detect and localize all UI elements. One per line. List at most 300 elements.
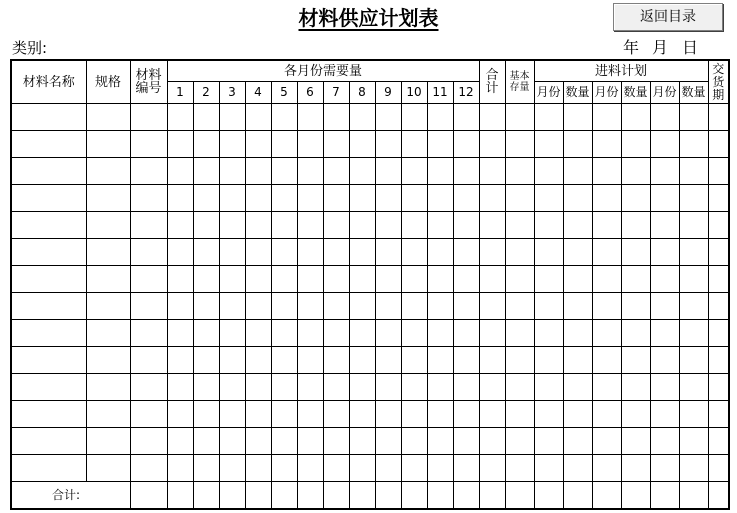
footer-cell[interactable] — [650, 482, 679, 510]
table-cell[interactable] — [193, 212, 219, 239]
table-cell[interactable] — [375, 374, 401, 401]
footer-cell[interactable] — [297, 482, 323, 510]
table-cell[interactable] — [167, 320, 193, 347]
table-cell[interactable] — [297, 239, 323, 266]
table-cell[interactable] — [479, 320, 505, 347]
table-cell[interactable] — [505, 293, 534, 320]
table-cell[interactable] — [453, 158, 479, 185]
table-cell[interactable] — [650, 212, 679, 239]
table-cell[interactable] — [563, 266, 592, 293]
table-cell[interactable] — [167, 347, 193, 374]
table-cell[interactable] — [167, 428, 193, 455]
table-cell[interactable] — [679, 293, 708, 320]
table-cell[interactable] — [323, 320, 349, 347]
table-cell[interactable] — [679, 266, 708, 293]
table-cell[interactable] — [679, 185, 708, 212]
table-cell[interactable] — [375, 185, 401, 212]
table-cell[interactable] — [297, 401, 323, 428]
table-cell[interactable] — [679, 158, 708, 185]
table-cell[interactable] — [245, 266, 271, 293]
table-cell[interactable] — [271, 212, 297, 239]
table-cell[interactable] — [349, 266, 375, 293]
footer-cell[interactable] — [245, 482, 271, 510]
table-cell[interactable] — [11, 401, 86, 428]
footer-cell[interactable] — [323, 482, 349, 510]
table-cell[interactable] — [479, 293, 505, 320]
table-cell[interactable] — [167, 455, 193, 482]
table-cell[interactable] — [130, 374, 167, 401]
table-cell[interactable] — [130, 266, 167, 293]
table-cell[interactable] — [271, 455, 297, 482]
table-cell[interactable] — [375, 293, 401, 320]
table-cell[interactable] — [505, 428, 534, 455]
table-cell[interactable] — [219, 185, 245, 212]
table-cell[interactable] — [479, 212, 505, 239]
table-cell[interactable] — [563, 455, 592, 482]
table-cell[interactable] — [621, 374, 650, 401]
table-cell[interactable] — [427, 374, 453, 401]
table-cell[interactable] — [401, 104, 427, 131]
table-cell[interactable] — [592, 401, 621, 428]
table-cell[interactable] — [219, 212, 245, 239]
table-cell[interactable] — [505, 185, 534, 212]
table-cell[interactable] — [11, 347, 86, 374]
table-cell[interactable] — [621, 131, 650, 158]
footer-cell[interactable] — [167, 482, 193, 510]
footer-cell[interactable] — [592, 482, 621, 510]
table-cell[interactable] — [534, 320, 563, 347]
table-cell[interactable] — [563, 158, 592, 185]
table-cell[interactable] — [193, 158, 219, 185]
table-cell[interactable] — [323, 428, 349, 455]
table-cell[interactable] — [479, 455, 505, 482]
table-cell[interactable] — [245, 428, 271, 455]
table-cell[interactable] — [130, 428, 167, 455]
table-cell[interactable] — [708, 104, 729, 131]
table-cell[interactable] — [86, 455, 130, 482]
table-cell[interactable] — [505, 104, 534, 131]
table-cell[interactable] — [708, 266, 729, 293]
table-cell[interactable] — [375, 401, 401, 428]
table-cell[interactable] — [534, 104, 563, 131]
table-cell[interactable] — [86, 320, 130, 347]
table-cell[interactable] — [592, 293, 621, 320]
table-cell[interactable] — [401, 428, 427, 455]
table-cell[interactable] — [453, 428, 479, 455]
table-cell[interactable] — [427, 239, 453, 266]
table-cell[interactable] — [563, 131, 592, 158]
table-cell[interactable] — [427, 185, 453, 212]
table-cell[interactable] — [245, 239, 271, 266]
table-cell[interactable] — [86, 347, 130, 374]
table-cell[interactable] — [245, 131, 271, 158]
table-cell[interactable] — [401, 212, 427, 239]
table-cell[interactable] — [534, 401, 563, 428]
table-cell[interactable] — [193, 428, 219, 455]
table-cell[interactable] — [679, 320, 708, 347]
footer-cell[interactable] — [427, 482, 453, 510]
table-cell[interactable] — [167, 266, 193, 293]
table-cell[interactable] — [708, 374, 729, 401]
table-cell[interactable] — [349, 104, 375, 131]
table-cell[interactable] — [427, 131, 453, 158]
table-cell[interactable] — [297, 131, 323, 158]
table-cell[interactable] — [349, 131, 375, 158]
table-cell[interactable] — [453, 374, 479, 401]
table-cell[interactable] — [297, 428, 323, 455]
table-cell[interactable] — [650, 320, 679, 347]
table-cell[interactable] — [401, 374, 427, 401]
table-cell[interactable] — [563, 185, 592, 212]
footer-cell[interactable] — [271, 482, 297, 510]
table-cell[interactable] — [323, 104, 349, 131]
table-cell[interactable] — [427, 401, 453, 428]
table-cell[interactable] — [534, 455, 563, 482]
table-cell[interactable] — [427, 455, 453, 482]
table-cell[interactable] — [323, 158, 349, 185]
table-cell[interactable] — [245, 401, 271, 428]
table-cell[interactable] — [427, 212, 453, 239]
table-cell[interactable] — [592, 374, 621, 401]
table-cell[interactable] — [245, 212, 271, 239]
table-cell[interactable] — [679, 131, 708, 158]
table-cell[interactable] — [297, 293, 323, 320]
table-cell[interactable] — [479, 131, 505, 158]
table-cell[interactable] — [219, 104, 245, 131]
table-cell[interactable] — [323, 455, 349, 482]
table-cell[interactable] — [86, 428, 130, 455]
table-cell[interactable] — [375, 158, 401, 185]
table-cell[interactable] — [323, 347, 349, 374]
table-cell[interactable] — [349, 212, 375, 239]
table-cell[interactable] — [86, 374, 130, 401]
table-cell[interactable] — [427, 104, 453, 131]
table-cell[interactable] — [130, 455, 167, 482]
table-cell[interactable] — [708, 131, 729, 158]
table-cell[interactable] — [11, 158, 86, 185]
table-cell[interactable] — [11, 266, 86, 293]
table-cell[interactable] — [479, 374, 505, 401]
table-cell[interactable] — [401, 266, 427, 293]
table-cell[interactable] — [453, 239, 479, 266]
table-cell[interactable] — [323, 185, 349, 212]
table-cell[interactable] — [453, 185, 479, 212]
table-cell[interactable] — [86, 212, 130, 239]
table-cell[interactable] — [592, 212, 621, 239]
table-cell[interactable] — [130, 185, 167, 212]
table-cell[interactable] — [375, 131, 401, 158]
footer-cell[interactable] — [130, 482, 167, 510]
table-cell[interactable] — [505, 212, 534, 239]
footer-cell[interactable] — [621, 482, 650, 510]
table-cell[interactable] — [271, 104, 297, 131]
table-cell[interactable] — [534, 293, 563, 320]
table-cell[interactable] — [297, 158, 323, 185]
table-cell[interactable] — [193, 104, 219, 131]
table-cell[interactable] — [271, 293, 297, 320]
table-cell[interactable] — [130, 239, 167, 266]
table-cell[interactable] — [505, 401, 534, 428]
table-cell[interactable] — [86, 131, 130, 158]
footer-cell[interactable] — [479, 482, 505, 510]
table-cell[interactable] — [563, 320, 592, 347]
table-cell[interactable] — [650, 266, 679, 293]
table-cell[interactable] — [245, 347, 271, 374]
table-cell[interactable] — [621, 428, 650, 455]
table-cell[interactable] — [86, 293, 130, 320]
table-cell[interactable] — [349, 347, 375, 374]
table-cell[interactable] — [621, 347, 650, 374]
table-cell[interactable] — [349, 239, 375, 266]
table-cell[interactable] — [505, 239, 534, 266]
table-cell[interactable] — [708, 428, 729, 455]
table-cell[interactable] — [193, 320, 219, 347]
table-cell[interactable] — [650, 158, 679, 185]
table-cell[interactable] — [708, 320, 729, 347]
back-to-index-button[interactable]: 返回目录 — [613, 3, 723, 31]
table-cell[interactable] — [11, 131, 86, 158]
table-cell[interactable] — [130, 293, 167, 320]
table-cell[interactable] — [11, 428, 86, 455]
table-cell[interactable] — [349, 185, 375, 212]
table-cell[interactable] — [505, 131, 534, 158]
table-cell[interactable] — [479, 104, 505, 131]
table-cell[interactable] — [650, 374, 679, 401]
table-cell[interactable] — [86, 239, 130, 266]
table-cell[interactable] — [219, 266, 245, 293]
table-cell[interactable] — [167, 239, 193, 266]
table-cell[interactable] — [167, 401, 193, 428]
footer-cell[interactable] — [708, 482, 729, 510]
table-cell[interactable] — [167, 104, 193, 131]
table-cell[interactable] — [11, 212, 86, 239]
table-cell[interactable] — [592, 158, 621, 185]
table-cell[interactable] — [534, 212, 563, 239]
table-cell[interactable] — [193, 185, 219, 212]
table-cell[interactable] — [453, 131, 479, 158]
table-cell[interactable] — [323, 401, 349, 428]
table-cell[interactable] — [479, 401, 505, 428]
table-cell[interactable] — [193, 401, 219, 428]
table-cell[interactable] — [349, 320, 375, 347]
table-cell[interactable] — [479, 428, 505, 455]
table-cell[interactable] — [679, 374, 708, 401]
table-cell[interactable] — [11, 293, 86, 320]
table-cell[interactable] — [621, 293, 650, 320]
table-cell[interactable] — [708, 347, 729, 374]
table-cell[interactable] — [505, 266, 534, 293]
table-cell[interactable] — [349, 374, 375, 401]
table-cell[interactable] — [271, 374, 297, 401]
table-cell[interactable] — [130, 158, 167, 185]
table-cell[interactable] — [245, 374, 271, 401]
table-cell[interactable] — [563, 347, 592, 374]
table-cell[interactable] — [297, 374, 323, 401]
table-cell[interactable] — [219, 347, 245, 374]
table-cell[interactable] — [621, 104, 650, 131]
table-cell[interactable] — [167, 158, 193, 185]
table-cell[interactable] — [592, 455, 621, 482]
table-cell[interactable] — [271, 185, 297, 212]
table-cell[interactable] — [245, 320, 271, 347]
table-cell[interactable] — [453, 293, 479, 320]
table-cell[interactable] — [427, 293, 453, 320]
table-cell[interactable] — [592, 239, 621, 266]
table-cell[interactable] — [592, 104, 621, 131]
footer-cell[interactable] — [505, 482, 534, 510]
table-cell[interactable] — [323, 212, 349, 239]
table-cell[interactable] — [708, 239, 729, 266]
footer-cell[interactable] — [453, 482, 479, 510]
table-cell[interactable] — [130, 320, 167, 347]
table-cell[interactable] — [534, 428, 563, 455]
table-cell[interactable] — [650, 428, 679, 455]
table-cell[interactable] — [297, 455, 323, 482]
table-cell[interactable] — [592, 185, 621, 212]
table-cell[interactable] — [621, 266, 650, 293]
table-cell[interactable] — [323, 374, 349, 401]
table-cell[interactable] — [245, 455, 271, 482]
table-cell[interactable] — [219, 293, 245, 320]
table-cell[interactable] — [453, 104, 479, 131]
table-cell[interactable] — [219, 320, 245, 347]
table-cell[interactable] — [563, 104, 592, 131]
table-cell[interactable] — [167, 293, 193, 320]
table-cell[interactable] — [621, 239, 650, 266]
table-cell[interactable] — [650, 293, 679, 320]
table-cell[interactable] — [323, 266, 349, 293]
table-cell[interactable] — [453, 401, 479, 428]
table-cell[interactable] — [193, 347, 219, 374]
table-cell[interactable] — [650, 455, 679, 482]
table-cell[interactable] — [453, 347, 479, 374]
table-cell[interactable] — [401, 320, 427, 347]
table-cell[interactable] — [592, 131, 621, 158]
table-cell[interactable] — [11, 455, 86, 482]
table-cell[interactable] — [193, 239, 219, 266]
table-cell[interactable] — [245, 185, 271, 212]
table-cell[interactable] — [167, 185, 193, 212]
table-cell[interactable] — [375, 239, 401, 266]
table-cell[interactable] — [708, 401, 729, 428]
table-cell[interactable] — [479, 347, 505, 374]
table-cell[interactable] — [271, 428, 297, 455]
table-cell[interactable] — [167, 131, 193, 158]
table-cell[interactable] — [650, 185, 679, 212]
table-cell[interactable] — [563, 428, 592, 455]
table-cell[interactable] — [453, 266, 479, 293]
table-cell[interactable] — [453, 455, 479, 482]
table-cell[interactable] — [349, 158, 375, 185]
table-cell[interactable] — [534, 239, 563, 266]
table-cell[interactable] — [401, 293, 427, 320]
table-cell[interactable] — [193, 266, 219, 293]
table-cell[interactable] — [271, 239, 297, 266]
table-cell[interactable] — [349, 401, 375, 428]
table-cell[interactable] — [679, 239, 708, 266]
table-cell[interactable] — [679, 428, 708, 455]
footer-cell[interactable] — [219, 482, 245, 510]
table-cell[interactable] — [130, 104, 167, 131]
footer-cell[interactable] — [349, 482, 375, 510]
table-cell[interactable] — [130, 401, 167, 428]
table-cell[interactable] — [271, 347, 297, 374]
table-cell[interactable] — [193, 131, 219, 158]
table-cell[interactable] — [297, 185, 323, 212]
table-cell[interactable] — [453, 212, 479, 239]
table-cell[interactable] — [219, 455, 245, 482]
table-cell[interactable] — [271, 266, 297, 293]
table-cell[interactable] — [427, 347, 453, 374]
footer-cell[interactable] — [375, 482, 401, 510]
table-cell[interactable] — [679, 104, 708, 131]
table-cell[interactable] — [563, 374, 592, 401]
table-cell[interactable] — [271, 401, 297, 428]
table-cell[interactable] — [375, 428, 401, 455]
table-cell[interactable] — [86, 185, 130, 212]
table-cell[interactable] — [479, 266, 505, 293]
table-cell[interactable] — [375, 320, 401, 347]
table-cell[interactable] — [650, 104, 679, 131]
table-cell[interactable] — [401, 185, 427, 212]
table-cell[interactable] — [86, 401, 130, 428]
table-cell[interactable] — [621, 320, 650, 347]
table-cell[interactable] — [479, 158, 505, 185]
table-cell[interactable] — [534, 266, 563, 293]
table-cell[interactable] — [245, 104, 271, 131]
table-cell[interactable] — [708, 212, 729, 239]
table-cell[interactable] — [401, 131, 427, 158]
footer-cell[interactable] — [679, 482, 708, 510]
table-cell[interactable] — [349, 455, 375, 482]
table-cell[interactable] — [427, 320, 453, 347]
table-cell[interactable] — [11, 374, 86, 401]
table-cell[interactable] — [375, 104, 401, 131]
table-cell[interactable] — [534, 347, 563, 374]
table-cell[interactable] — [650, 347, 679, 374]
table-cell[interactable] — [86, 104, 130, 131]
table-cell[interactable] — [130, 131, 167, 158]
table-cell[interactable] — [534, 374, 563, 401]
table-cell[interactable] — [167, 374, 193, 401]
table-cell[interactable] — [219, 239, 245, 266]
table-cell[interactable] — [427, 266, 453, 293]
table-cell[interactable] — [349, 428, 375, 455]
table-cell[interactable] — [401, 239, 427, 266]
table-cell[interactable] — [297, 266, 323, 293]
footer-cell[interactable] — [534, 482, 563, 510]
table-cell[interactable] — [193, 293, 219, 320]
table-cell[interactable] — [349, 293, 375, 320]
table-cell[interactable] — [219, 401, 245, 428]
table-cell[interactable] — [592, 320, 621, 347]
table-cell[interactable] — [427, 428, 453, 455]
table-cell[interactable] — [297, 320, 323, 347]
table-cell[interactable] — [193, 374, 219, 401]
table-cell[interactable] — [621, 212, 650, 239]
table-cell[interactable] — [323, 239, 349, 266]
table-cell[interactable] — [323, 293, 349, 320]
table-cell[interactable] — [271, 320, 297, 347]
table-cell[interactable] — [505, 347, 534, 374]
table-cell[interactable] — [534, 185, 563, 212]
table-cell[interactable] — [708, 293, 729, 320]
table-cell[interactable] — [505, 374, 534, 401]
table-cell[interactable] — [11, 320, 86, 347]
table-cell[interactable] — [650, 131, 679, 158]
table-cell[interactable] — [563, 293, 592, 320]
table-cell[interactable] — [621, 185, 650, 212]
